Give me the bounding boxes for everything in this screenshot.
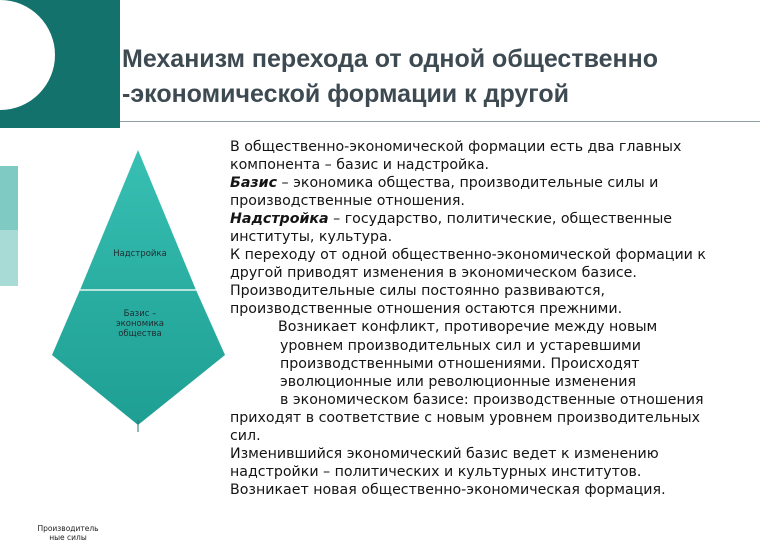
corner-side-strip-light xyxy=(0,230,18,286)
body-line: В общественно-экономической формации есть два главных xyxy=(230,139,682,155)
body-line: К переходу от одной общественно-экономической формации к xyxy=(230,247,706,264)
pyramid-base-label-line-2: ные силы xyxy=(49,533,87,542)
body-line: Изменившийся экономический базис ведет к изменению xyxy=(230,445,659,462)
slide-body-text xyxy=(230,138,775,499)
body-line: эволюционные или революционные изменения xyxy=(280,373,636,390)
pyramid-bottom-label-line-3: общества xyxy=(118,329,162,339)
term-superstructure: Надстройка xyxy=(230,211,329,228)
body-line: другой приводят изменения в экономическом базисе. xyxy=(230,265,637,282)
pyramid-bottom-label-line-1: Базис – xyxy=(123,309,157,319)
body-line xyxy=(230,210,775,228)
body-line: производственные отношения. xyxy=(230,193,465,210)
term-basis: Базис xyxy=(230,175,277,192)
body-line: сил. xyxy=(230,427,261,444)
slide-title xyxy=(122,42,762,112)
pyramid-top-label: Надстройка xyxy=(113,249,167,259)
body-line: уровнем производительных сил и устаревшими xyxy=(280,337,641,354)
body-line: Производительные силы постоянно развиваются, xyxy=(230,283,606,300)
pyramid-bottom-label-line-2: экономика xyxy=(115,319,165,329)
body-line: компонента – базис и надстройка. xyxy=(230,157,490,174)
body-line: Возникает конфликт, противоречие между новым xyxy=(278,319,658,336)
body-line: Возникает новая общественно-экономическая формация. xyxy=(230,481,666,498)
title-divider xyxy=(120,121,760,122)
term-superstructure-definition: – государство, политические, общественные xyxy=(328,211,673,228)
pyramid-bottom-label xyxy=(102,309,178,339)
body-line: производственными отношениями. Происходят xyxy=(280,355,640,372)
slide-title-line-1: Механизм перехода от одной общественно xyxy=(122,45,658,73)
body-line: в экономическом базисе: производственные отношения xyxy=(280,391,704,408)
term-basis-definition: – экономика общества, производительные силы и xyxy=(276,175,659,192)
body-line: институты, культура. xyxy=(230,229,393,246)
body-line: приходят в соответствие с новым уровнем производительных xyxy=(230,409,701,426)
pyramid-top-segment xyxy=(80,150,196,290)
body-line xyxy=(230,174,775,192)
body-line: надстройки – политических и культурных институтов. xyxy=(230,463,642,480)
body-line: производственные отношения остаются прежними. xyxy=(230,301,623,318)
slide-title-line-2: -экономической формации к другой xyxy=(122,80,570,108)
pyramid-diagram xyxy=(30,140,230,440)
pyramid-base-label-line-1: Производитель xyxy=(37,524,99,533)
pyramid-base-label xyxy=(28,524,108,542)
